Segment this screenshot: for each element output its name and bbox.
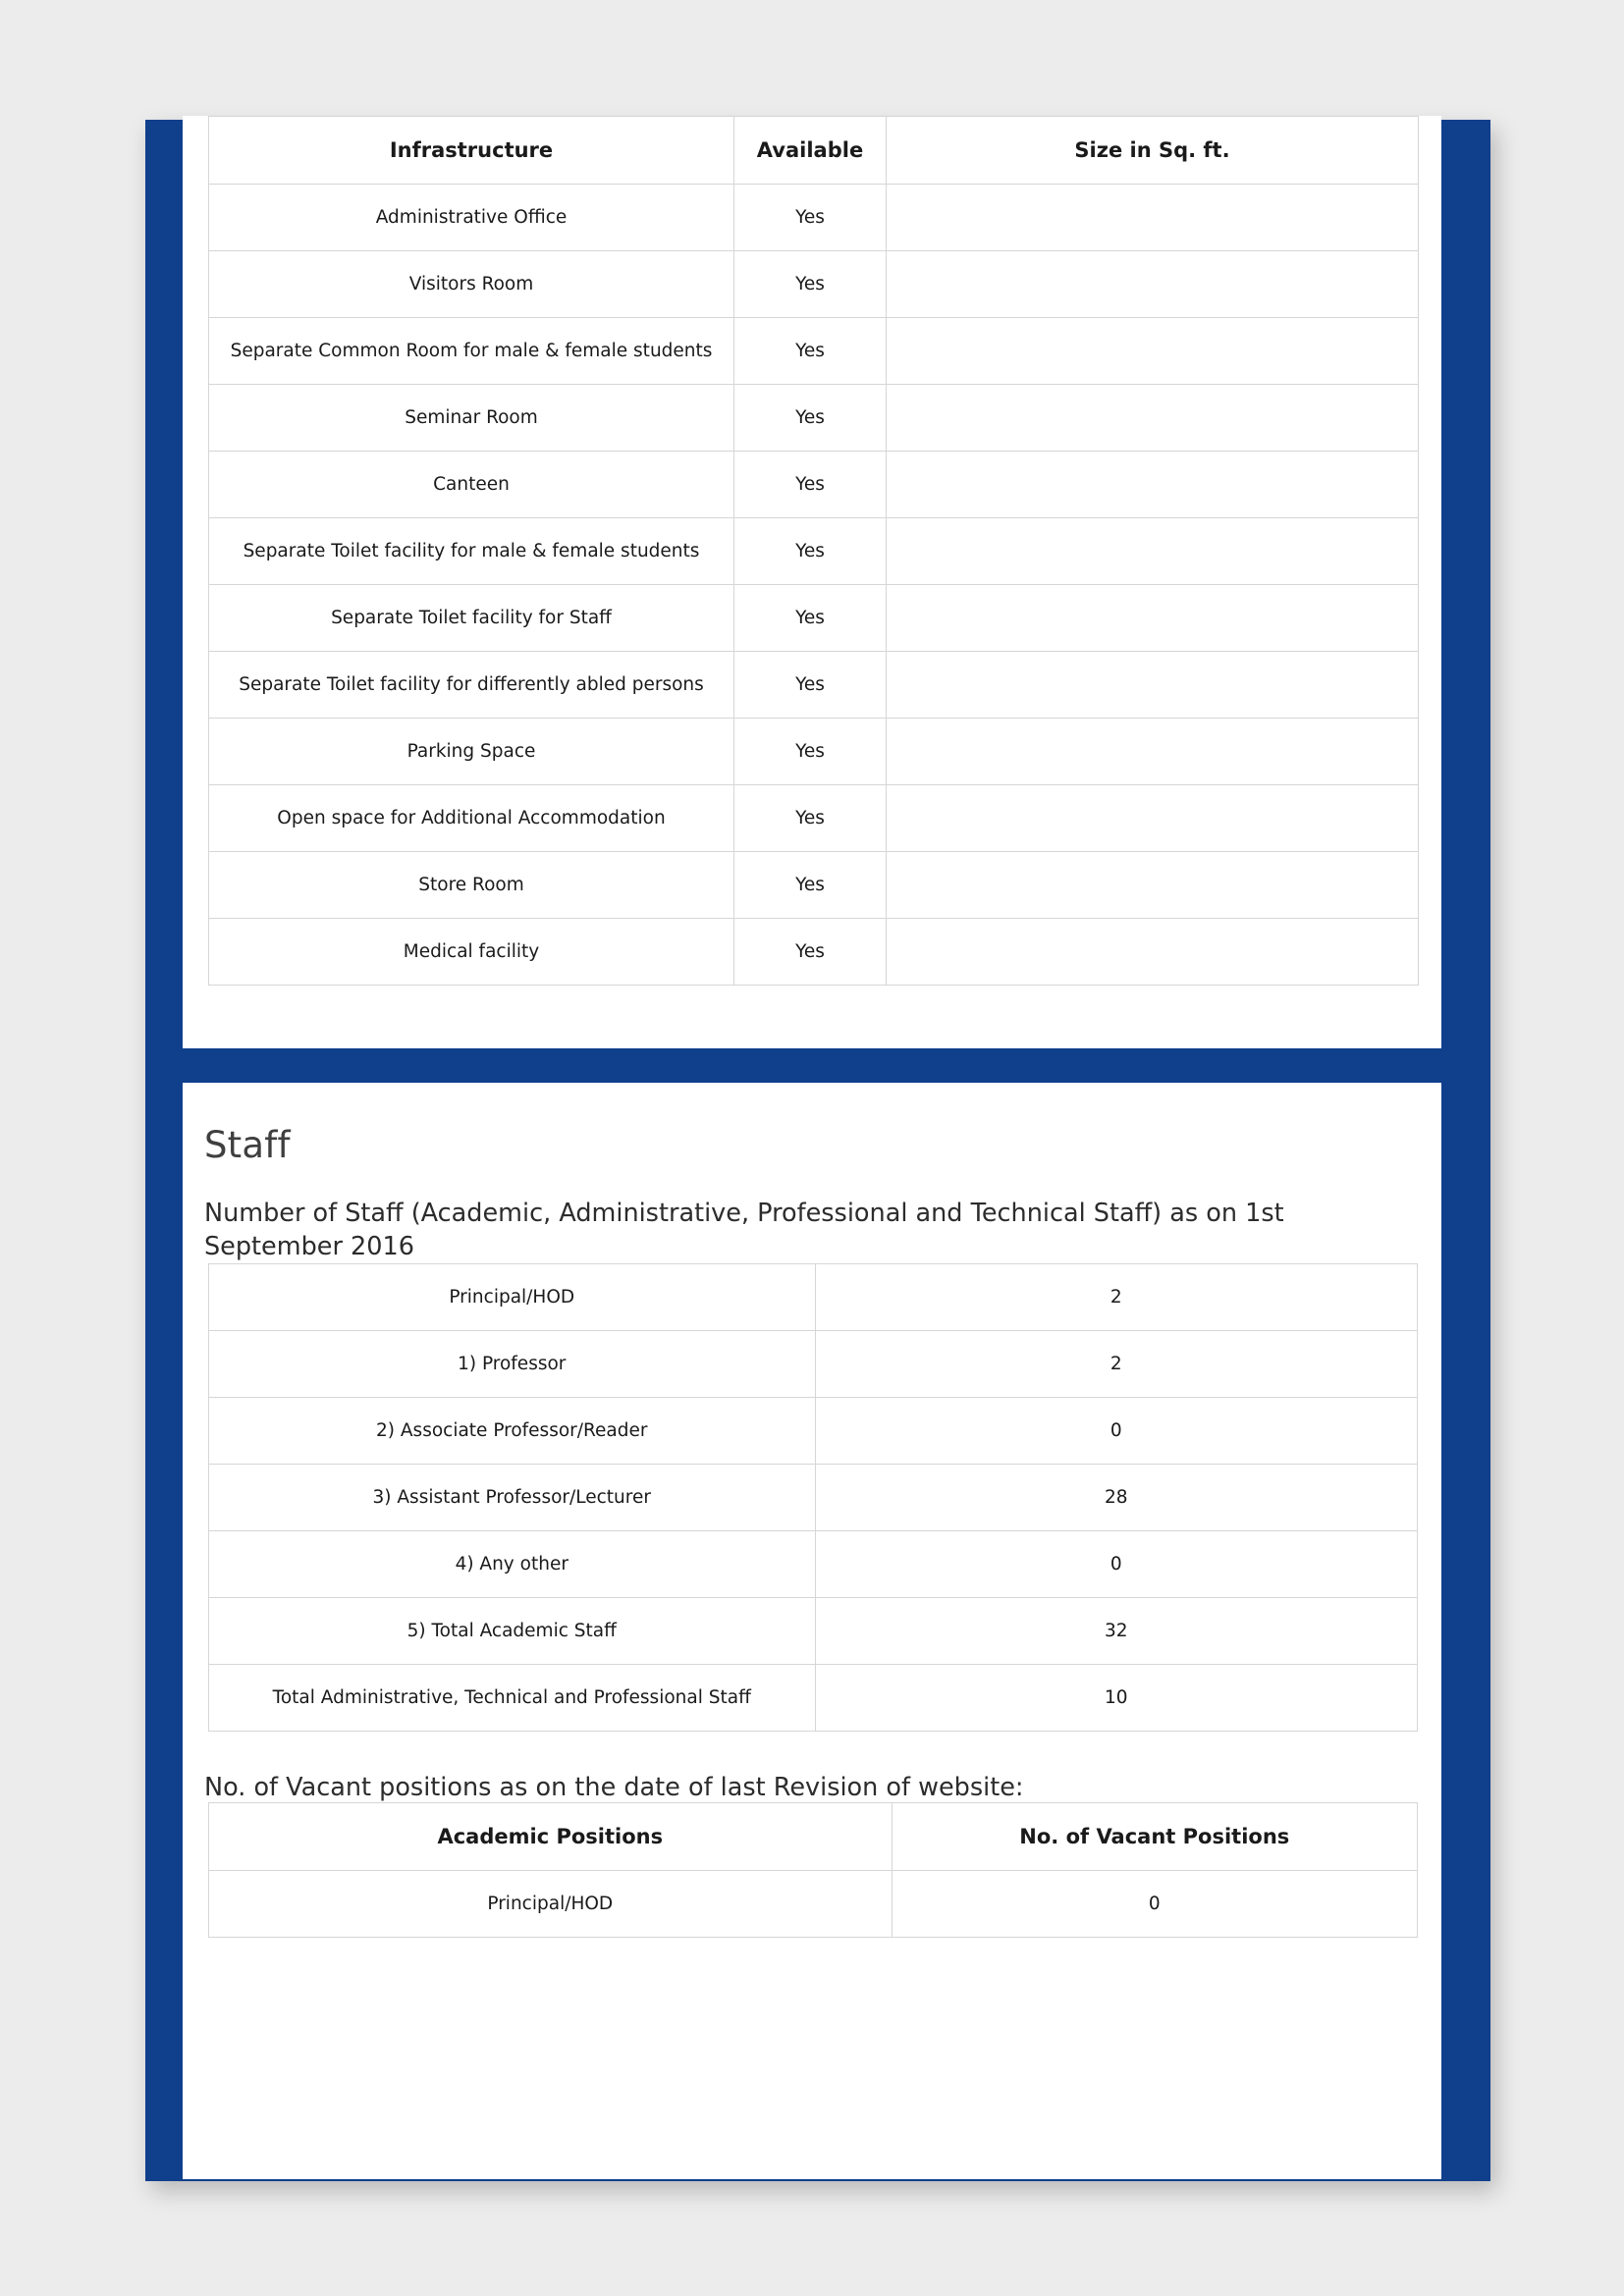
- cell-infrastructure-name: Separate Toilet facility for male & female students: [209, 518, 734, 585]
- cell-infrastructure-name: Administrative Office: [209, 185, 734, 251]
- cell-infrastructure-name: Separate Common Room for male & female students: [209, 318, 734, 385]
- table-row: [209, 585, 1419, 652]
- cell-size: [887, 251, 1419, 318]
- cell-available: Yes: [734, 185, 887, 251]
- table-row: [209, 1598, 1418, 1665]
- cell-staff-category: Total Administrative, Technical and Professional Staff: [209, 1665, 816, 1732]
- cell-available: Yes: [734, 251, 887, 318]
- table-row: [209, 251, 1419, 318]
- cell-staff-category: 1) Professor: [209, 1331, 816, 1398]
- cell-size: [887, 585, 1419, 652]
- vacant-positions-heading: No. of Vacant positions as on the date of last Revision of website:: [204, 1773, 1024, 1803]
- cell-available: Yes: [734, 919, 887, 986]
- table-row: [209, 1398, 1418, 1465]
- table-row: [209, 1871, 1418, 1938]
- table-row: [209, 1665, 1418, 1732]
- cell-size: [887, 785, 1419, 852]
- column-header-size: Size in Sq. ft.: [887, 117, 1419, 185]
- table-row: [209, 919, 1419, 986]
- table-row: [209, 518, 1419, 585]
- table-row: [209, 852, 1419, 919]
- table-row: [209, 719, 1419, 785]
- staff-section-title: Staff: [204, 1124, 291, 1166]
- cell-infrastructure-name: Visitors Room: [209, 251, 734, 318]
- cell-available: Yes: [734, 585, 887, 652]
- cell-staff-category: 5) Total Academic Staff: [209, 1598, 816, 1665]
- table-row: [209, 1465, 1418, 1531]
- cell-available: Yes: [734, 719, 887, 785]
- cell-staff-category: 4) Any other: [209, 1531, 816, 1598]
- cell-staff-category: 3) Assistant Professor/Lecturer: [209, 1465, 816, 1531]
- cell-size: [887, 318, 1419, 385]
- cell-infrastructure-name: Seminar Room: [209, 385, 734, 452]
- table-row: [209, 385, 1419, 452]
- cell-available: Yes: [734, 518, 887, 585]
- table-header-row: [209, 1803, 1418, 1871]
- cell-academic-position: Principal/HOD: [209, 1871, 893, 1938]
- table-row: [209, 1531, 1418, 1598]
- cell-staff-category: Principal/HOD: [209, 1264, 816, 1331]
- cell-staff-count: 32: [815, 1598, 1418, 1665]
- table-row: [209, 652, 1419, 719]
- staff-count-table: [208, 1263, 1418, 1732]
- cell-size: [887, 185, 1419, 251]
- cell-staff-count: 2: [815, 1331, 1418, 1398]
- staff-card: [183, 1083, 1441, 2179]
- table-row: [209, 785, 1419, 852]
- cell-staff-count: 28: [815, 1465, 1418, 1531]
- cell-infrastructure-name: Separate Toilet facility for Staff: [209, 585, 734, 652]
- cell-size: [887, 652, 1419, 719]
- cell-available: Yes: [734, 652, 887, 719]
- table-row: [209, 452, 1419, 518]
- cell-available: Yes: [734, 785, 887, 852]
- cell-staff-count: 2: [815, 1264, 1418, 1331]
- vacant-positions-table: [208, 1802, 1418, 1938]
- cell-infrastructure-name: Medical facility: [209, 919, 734, 986]
- cell-staff-category: 2) Associate Professor/Reader: [209, 1398, 816, 1465]
- column-header-available: Available: [734, 117, 887, 185]
- cell-infrastructure-name: Canteen: [209, 452, 734, 518]
- cell-available: Yes: [734, 452, 887, 518]
- column-header-infrastructure: Infrastructure: [209, 117, 734, 185]
- cell-available: Yes: [734, 385, 887, 452]
- cell-size: [887, 919, 1419, 986]
- staff-section-subtitle: Number of Staff (Academic, Administrative, Professional and Technical Staff) as on 1st September 2016: [204, 1199, 1284, 1261]
- table-header-row: [209, 117, 1419, 185]
- cell-size: [887, 518, 1419, 585]
- cell-staff-count: 0: [815, 1398, 1418, 1465]
- cell-infrastructure-name: Open space for Additional Accommodation: [209, 785, 734, 852]
- infrastructure-table: [208, 116, 1419, 986]
- cell-size: [887, 852, 1419, 919]
- cell-size: [887, 385, 1419, 452]
- table-row: [209, 1331, 1418, 1398]
- column-header-vacant-count: No. of Vacant Positions: [892, 1803, 1417, 1871]
- cell-staff-count: 10: [815, 1665, 1418, 1732]
- table-row: [209, 318, 1419, 385]
- cell-size: [887, 719, 1419, 785]
- cell-infrastructure-name: Separate Toilet facility for differently abled persons: [209, 652, 734, 719]
- table-row: [209, 185, 1419, 251]
- cell-available: Yes: [734, 852, 887, 919]
- cell-infrastructure-name: Store Room: [209, 852, 734, 919]
- cell-available: Yes: [734, 318, 887, 385]
- cell-vacant-count: 0: [892, 1871, 1417, 1938]
- cell-infrastructure-name: Parking Space: [209, 719, 734, 785]
- cell-size: [887, 452, 1419, 518]
- column-header-academic-positions: Academic Positions: [209, 1803, 893, 1871]
- infrastructure-card: [183, 116, 1441, 1048]
- table-row: [209, 1264, 1418, 1331]
- cell-staff-count: 0: [815, 1531, 1418, 1598]
